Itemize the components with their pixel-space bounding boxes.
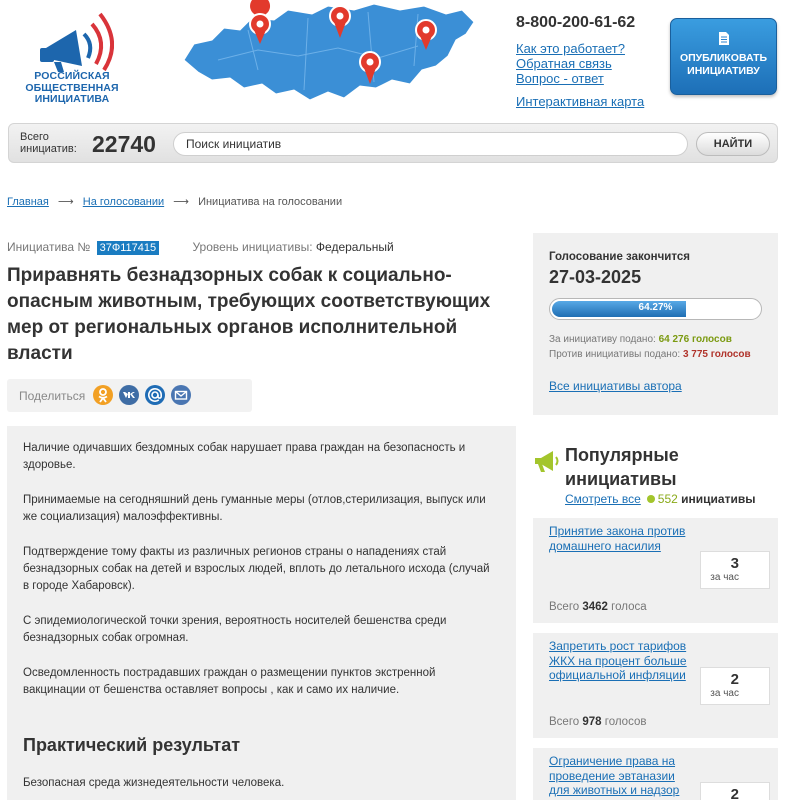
faq-link[interactable]: Вопрос - ответ [516,71,604,86]
initiative-title: Приравнять безнадзорных собак к социально-опасным животным, требующих соответствующих мер от региональных органов исполнительной власти [7,265,491,364]
how-it-works-link[interactable]: Как это работает? [516,41,625,56]
envelope-icon[interactable] [171,385,191,405]
initiative-meta [7,240,507,254]
total-initiatives-count: 22740 [92,131,156,157]
status-dot [647,495,655,503]
breadcrumb [7,195,342,208]
vote-ends-label: Голосование закончится [549,251,690,263]
megaphone-icon [533,448,561,474]
author-initiatives-link[interactable]: Все инициативы автора [549,379,682,393]
popular-item-rate: 2 [700,782,770,800]
votes-against: Против инициативы подано: 3 775 голосов [549,349,751,360]
popular-item-rate: 2 за час [700,667,770,705]
share-label: Поделиться [19,389,86,403]
popular-item-title[interactable]: Принятие закона против домашнего насилия [549,524,686,553]
initiative-level-label: Уровень инициативы: Федеральный [192,240,394,254]
result-heading: Практический результат [23,735,241,755]
vote-progress-bar [549,298,762,320]
description-paragraph: Принимаемые на сегодняшний день гуманные меры (отлов,стерилизация, выпуск или же социализация) малоэффективны. [23,494,486,523]
total-initiatives-label: Всего инициатив: [20,131,77,155]
breadcrumb-separator: ⟶ [57,196,74,208]
see-all-link[interactable]: Смотреть все [565,492,641,506]
popular-item-total: Всего 3462 голоса [549,601,647,613]
initiative-number: 37Ф117415 [97,241,160,255]
result-text: Безопасная среда жизнедеятельности человека. [23,777,285,789]
search-input[interactable] [173,132,688,156]
description-paragraph: Подтверждение тому факты из различных регионов страны о нападениях стай безнадзорных собак на детей и взрослых людей, вплоть до летального исхода (случай в городе Хабаровск). [23,546,490,592]
breadcrumb-separator: ⟶ [173,196,189,208]
popular-count-suffix: инициативы [681,492,756,506]
initiative-level: Федеральный [315,240,394,254]
popular-subline [565,492,755,506]
popular-item-total: Всего 978 голосов [549,716,647,728]
russia-map[interactable] [178,0,476,112]
description-paragraph: Наличие одичавших бездомных собак нарушает права граждан на безопасность и здоровье. [23,442,466,471]
logo-text: РОССИЙСКАЯ ОБЩЕСТВЕННАЯ ИНИЦИАТИВА [25,70,119,105]
breadcrumb-current: Инициатива на голосовании [198,196,343,208]
breadcrumb-voting[interactable]: На голосовании [82,196,165,208]
mail-ru-icon[interactable] [145,385,165,405]
popular-count: 552 [657,492,678,506]
popular-item-title[interactable]: Запретить рост тарифов ЖКХ на процент больше официальной инфляции [549,639,687,682]
search-bar [8,123,778,163]
initiative-number-label: Инициатива № [7,240,91,254]
phone-number: 8-800-200-61-62 [516,14,636,31]
document-icon [718,31,730,46]
vote-progress-text: 64.27% [638,302,673,313]
votes-for-count: 64 276 голосов [658,334,732,345]
popular-item-rate: 3 за час [700,551,770,589]
popular-item [533,748,778,800]
description-paragraph: Осведомленность пострадавших граждан о размещении пунктов экстренной вакцинации от бешенства оставляет вопросы , как и само их наличие. [23,667,436,696]
odnoklassniki-icon[interactable] [93,385,113,405]
popular-item-title[interactable]: Ограничение права на проведение эвтаназии для животных и надзор [549,754,680,797]
breadcrumb-home[interactable]: Главная [7,196,49,208]
popular-item [533,518,778,623]
description-paragraph: С эпидемиологической точки зрения, вероятность носителей бешенства среди безнадзорных собак огромная. [23,615,447,644]
popular-header [533,438,778,510]
feedback-link[interactable]: Обратная связь [516,56,612,71]
vk-icon[interactable] [119,385,139,405]
vote-end-date: 27-03-2025 [549,267,642,287]
search-button[interactable]: НАЙТИ [696,132,770,156]
megaphone-logo-icon [32,8,114,72]
publish-initiative-button[interactable] [670,18,777,95]
popular-title: Популярные инициативы [565,445,679,489]
interactive-map-link[interactable]: Интерактивная карта [516,94,645,109]
popular-item [533,633,778,738]
votes-for: За инициативу подано: 64 276 голосов [549,334,732,345]
publish-button-label: ОПУБЛИКОВАТЬ ИНИЦИАТИВУ [679,52,768,77]
initiative-description [7,426,516,800]
vote-panel [533,233,778,415]
votes-against-count: 3 775 голосов [682,349,751,360]
header-links [516,41,644,109]
share-bar [7,379,252,412]
